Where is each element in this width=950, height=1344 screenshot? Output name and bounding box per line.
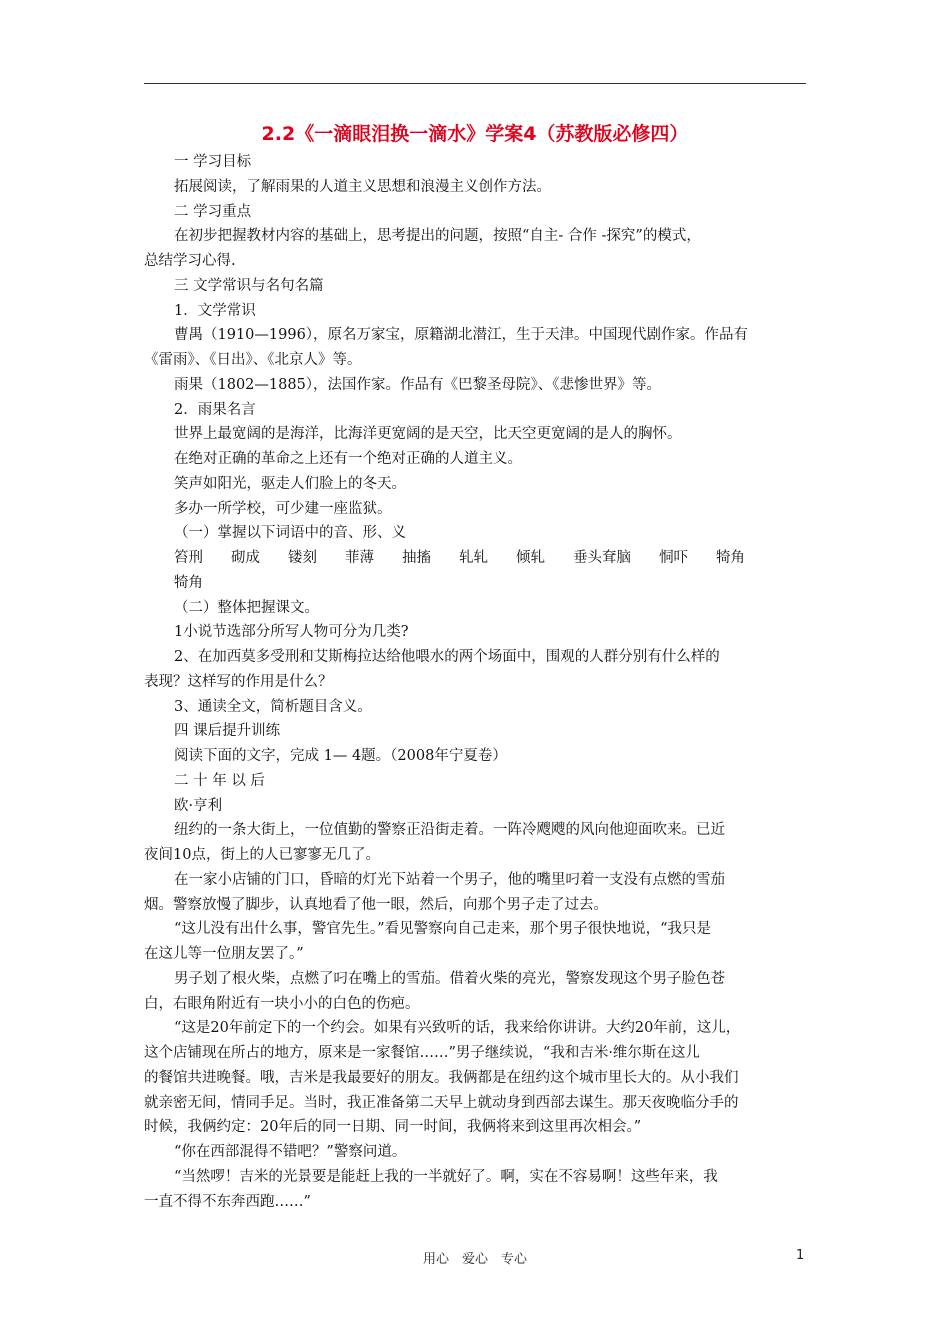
page-number: 1: [796, 1248, 805, 1263]
vocab-term: 砌成: [231, 550, 260, 566]
story-author: 欧·亨利: [174, 797, 223, 814]
story-title: 二 十 年 以 后: [174, 772, 265, 789]
paragraph-line: 雨果（1802—1885），法国作家。作品有《巴黎圣母院》、《悲惨世界》等。: [174, 376, 662, 393]
section-heading: 四 课后提升训练: [174, 723, 281, 740]
story-line: 就亲密无间，情同手足。当时，我正准备第二天早上就动身到西部去谋生。那天夜晚临分手的: [144, 1094, 739, 1111]
paragraph-line: 《雷雨》、《日出》、《北京人》等。: [144, 352, 362, 368]
document-title: 2.2《一滴眼泪换一滴水》学案4（苏教版必修四）: [261, 123, 689, 145]
subsection-heading: （一）掌握以下词语中的音、形、义: [174, 525, 406, 542]
quote-line: 多办一所学校，可少建一座监狱。: [174, 500, 392, 517]
story-line: 的餐馆共进晚餐。哦，吉米是我最要好的朋友。我俩都是在纽约这个城市里长大的。从小我们: [144, 1069, 739, 1086]
section-heading: 一 学习目标: [174, 154, 252, 170]
story-line: 烟。警察放慢了脚步，认真地看了他一眼，然后，向那个男子走了过去。: [144, 896, 608, 913]
paragraph-line: 阅读下面的文字，完成 1— 4题。（2008年宁夏卷）: [174, 748, 507, 764]
story-line: 在这儿等一位朋友罢了。”: [144, 946, 304, 962]
paragraph-line: 曹禺（1910—1996），原名万家宝，原籍湖北潜江，生于天津。中国现代剧作家。作品有: [174, 327, 749, 344]
subsection-heading: 2．雨果名言: [174, 401, 256, 418]
vocab-term: 倾轧: [516, 550, 545, 566]
story-line: 时候，我俩约定：20年后的同一日期、同一时间，我俩将来到这里再次相会。”: [144, 1119, 642, 1136]
vocab-term: 镂刻: [288, 550, 317, 566]
header-rule: [144, 83, 806, 84]
vocab-term: 笞刑: [174, 550, 203, 566]
paragraph-line: 拓展阅读，了解雨果的人道主义思想和浪漫主义创作方法。: [174, 178, 551, 195]
question-line: 2、在加西莫多受刑和艾斯梅拉达给他喂水的两个场面中，围观的人群分别有什么样的: [174, 649, 720, 665]
section-heading: 三 文学常识与名句名篇: [174, 277, 324, 294]
vocab-term: 抽搐: [402, 550, 431, 566]
document-body: [144, 150, 810, 1214]
story-line: 纽约的一条大街上，一位值勤的警察正沿街走着。一阵冷飕飕的风向他迎面吹来。已近: [174, 822, 725, 839]
paragraph-line: 总结学习心得.: [144, 253, 236, 269]
footer-motto: 用心 爱心 专心: [422, 1252, 527, 1267]
vocabulary-list: [144, 546, 810, 571]
vocab-term: 轧轧: [459, 550, 488, 566]
story-line: “当然啰！吉米的光景要是能赶上我的一半就好了。啊，实在不容易啊！这些年来，我: [174, 1168, 718, 1185]
quote-line: 在绝对正确的革命之上还有一个绝对正确的人道主义。: [174, 451, 522, 467]
question-line: 表现？这样写的作用是什么？: [144, 673, 333, 690]
story-line: 一直不得不东奔西跑……”: [144, 1193, 311, 1210]
question-line: 1小说节选部分所写人物可分为几类?: [174, 624, 409, 641]
quote-line: 世界上最宽阔的是海洋，比海洋更宽阔的是天空，比天空更宽阔的是人的胸怀。: [174, 426, 682, 443]
story-line: 男子划了根火柴，点燃了叼在嘴上的雪茄。借着火柴的亮光，警察发现这个男子脸色苍: [174, 970, 725, 987]
story-line: “这儿没有出什么事，警官先生。”看见警察向自己走来，那个男子很快地说，“我只是: [174, 921, 711, 938]
subsection-heading: （二）整体把握课文。: [174, 599, 319, 616]
paragraph-line: 在初步把握教材内容的基础上，思考提出的问题，按照“自主- 合作 -探究”的模式，: [174, 228, 701, 245]
quote-line: 笑声如阳光，驱走人们脸上的冬天。: [174, 475, 406, 492]
section-heading: 二 学习重点: [174, 203, 252, 220]
subsection-heading: 1．文学常识: [174, 302, 256, 319]
story-line: “这是20年前定下的一个约会。如果有兴致听的话，我来给你讲讲。大约20年前，这儿，: [174, 1020, 741, 1037]
story-line: 夜间10点，街上的人已寥寥无几了。: [144, 847, 380, 863]
vocab-term: 恫吓: [659, 550, 688, 566]
vocab-term-wrapped: 犄角: [174, 574, 203, 591]
story-line: 这个店铺现在所占的地方，原来是一家餐馆……”男子继续说，“我和吉米·维尔斯在这儿: [144, 1045, 700, 1061]
story-line: 在一家小店铺的门口，昏暗的灯光下站着一个男子，他的嘴里叼着一支没有点燃的雪茄: [174, 871, 725, 888]
story-line: “你在西部混得不错吧？”警察问道。: [174, 1144, 407, 1160]
vocab-term: 菲薄: [345, 550, 374, 566]
vocab-term: 犄角: [716, 550, 745, 566]
story-line: 白，右眼角附近有一块小小的白色的伤疤。: [144, 995, 420, 1012]
question-line: 3、通读全文，简析题目含义。: [174, 698, 372, 715]
vocab-term: 垂头耷脑: [573, 550, 631, 566]
